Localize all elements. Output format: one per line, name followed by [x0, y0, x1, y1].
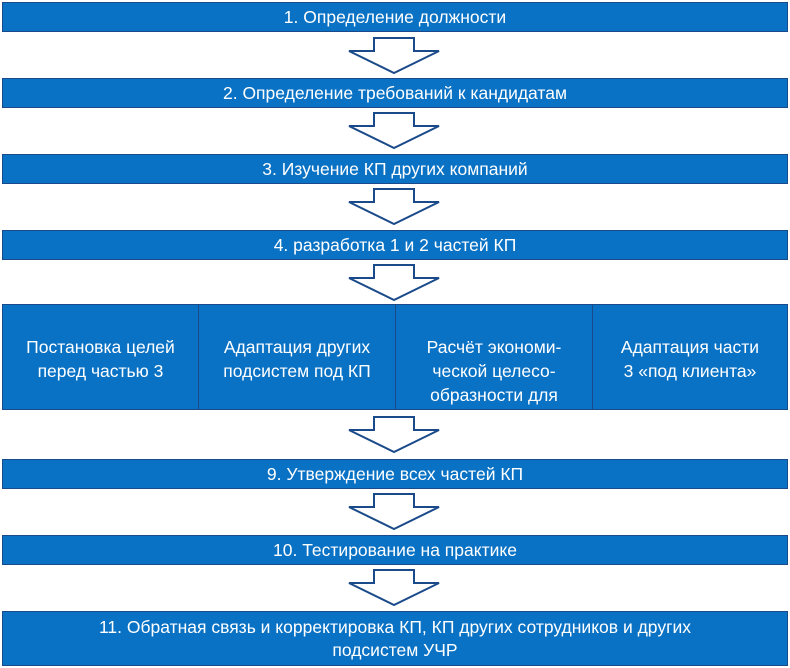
step-9-box	[2, 459, 788, 489]
step-11-box	[2, 611, 788, 666]
step-9-label: 9. Утверждение всех частей КП	[266, 464, 524, 484]
down-arrow-icon	[346, 493, 442, 531]
down-arrow-icon	[346, 188, 442, 226]
step-10-label: 10. Тестирование на практике	[273, 540, 517, 560]
down-arrow-icon	[346, 416, 442, 454]
parallel-step-3-box	[395, 304, 593, 429]
parallel-step-1-label: Постановка целей перед частью 3	[26, 337, 175, 381]
parallel-step-3-label: Расчёт экономи- ческой целесо- образности для части 3	[426, 337, 562, 429]
step-2-label: 2. Определение требований к кандидатам	[222, 83, 567, 103]
step-3-label: 3. Изучение КП других компаний	[262, 159, 528, 179]
step-3-box	[2, 154, 788, 184]
down-arrow-icon	[346, 264, 442, 302]
down-arrow-icon	[346, 112, 442, 150]
step-10-box	[2, 535, 788, 565]
parallel-step-2-label: Адаптация других подсистем под КП	[223, 337, 371, 381]
step-4-box	[2, 230, 788, 260]
parallel-step-4-label: Адаптация части 3 «под клиента»	[620, 337, 760, 381]
step-11-label-line-2: подсистем УЧР	[332, 639, 458, 660]
step-11-label-line-1: 11. Обратная связь и корректировка КП, КП других сотрудников и других	[98, 616, 691, 637]
step-1-label: 1. Определение должности	[283, 7, 507, 27]
down-arrow-icon	[346, 37, 442, 75]
step-2-box	[2, 78, 788, 108]
parallel-step-2-box	[198, 304, 396, 410]
parallel-step-1-box	[2, 304, 199, 410]
parallel-step-4-box	[592, 304, 788, 410]
down-arrow-icon	[346, 569, 442, 607]
step-4-label: 4. разработка 1 и 2 частей КП	[273, 235, 517, 255]
step-1-box	[2, 2, 788, 32]
